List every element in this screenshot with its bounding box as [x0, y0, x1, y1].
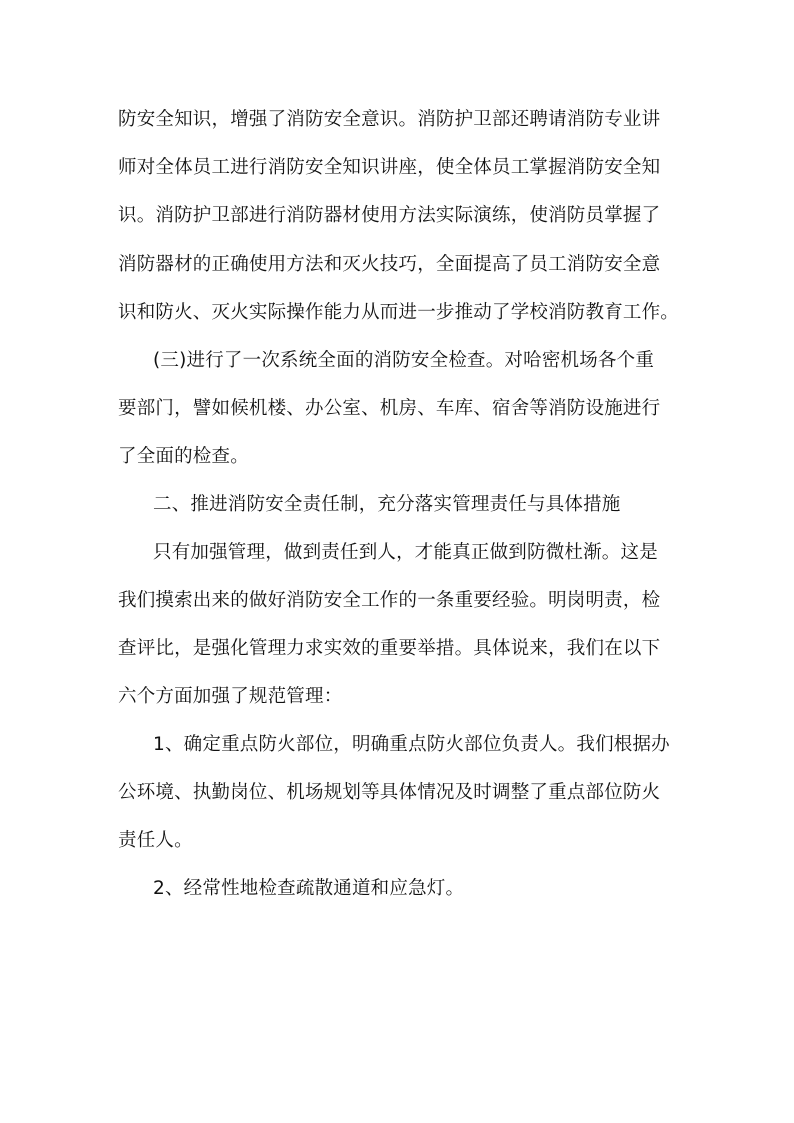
- text-line: 防安全知识，增强了消防安全意识。消防护卫部还聘请消防专业讲: [118, 109, 661, 130]
- text-line: 只有加强管理，做到责任到人，才能真正做到防微杜渐。这是: [153, 542, 658, 563]
- text-line: 要部门，譬如候机楼、办公室、机房、车库、宿舍等消防设施进行: [118, 398, 661, 419]
- text-line: 我们摸索出来的做好消防安全工作的一条重要经验。明岗明责，检: [118, 590, 661, 611]
- text-line: 责任人。: [118, 830, 193, 851]
- text-line: 了全面的检查。: [118, 446, 249, 467]
- text-line: 消防器材的正确使用方法和灭火技巧，全面提高了员工消防安全意: [118, 254, 661, 275]
- text-line: (三)进行了一次系统全面的消防安全检查。对哈密机场各个重: [153, 350, 655, 371]
- text-line: 公环境、执勤岗位、机场规划等具体情况及时调整了重点部位防火: [118, 782, 661, 803]
- text-line: 识。消防护卫部进行消防器材使用方法实际演练，使消防员掌握了: [118, 205, 661, 226]
- text-line: 2、经常性地检查疏散通道和应急灯。: [153, 878, 465, 899]
- text-line: 师对全体员工进行消防安全知识讲座，使全体员工掌握消防安全知: [118, 157, 661, 178]
- text-line: 识和防火、灭火实际操作能力从而进一步推动了学校消防教育工作。: [118, 302, 680, 323]
- text-line: 1、确定重点防火部位，明确重点防火部位负责人。我们根据办: [153, 734, 670, 755]
- text-line: 查评比，是强化管理力求实效的重要举措。具体说来，我们在以下: [118, 638, 661, 659]
- text-line: 六个方面加强了规范管理：: [118, 686, 343, 707]
- section-heading: 二、推进消防安全责任制，充分落实管理责任与具体措施: [153, 494, 621, 515]
